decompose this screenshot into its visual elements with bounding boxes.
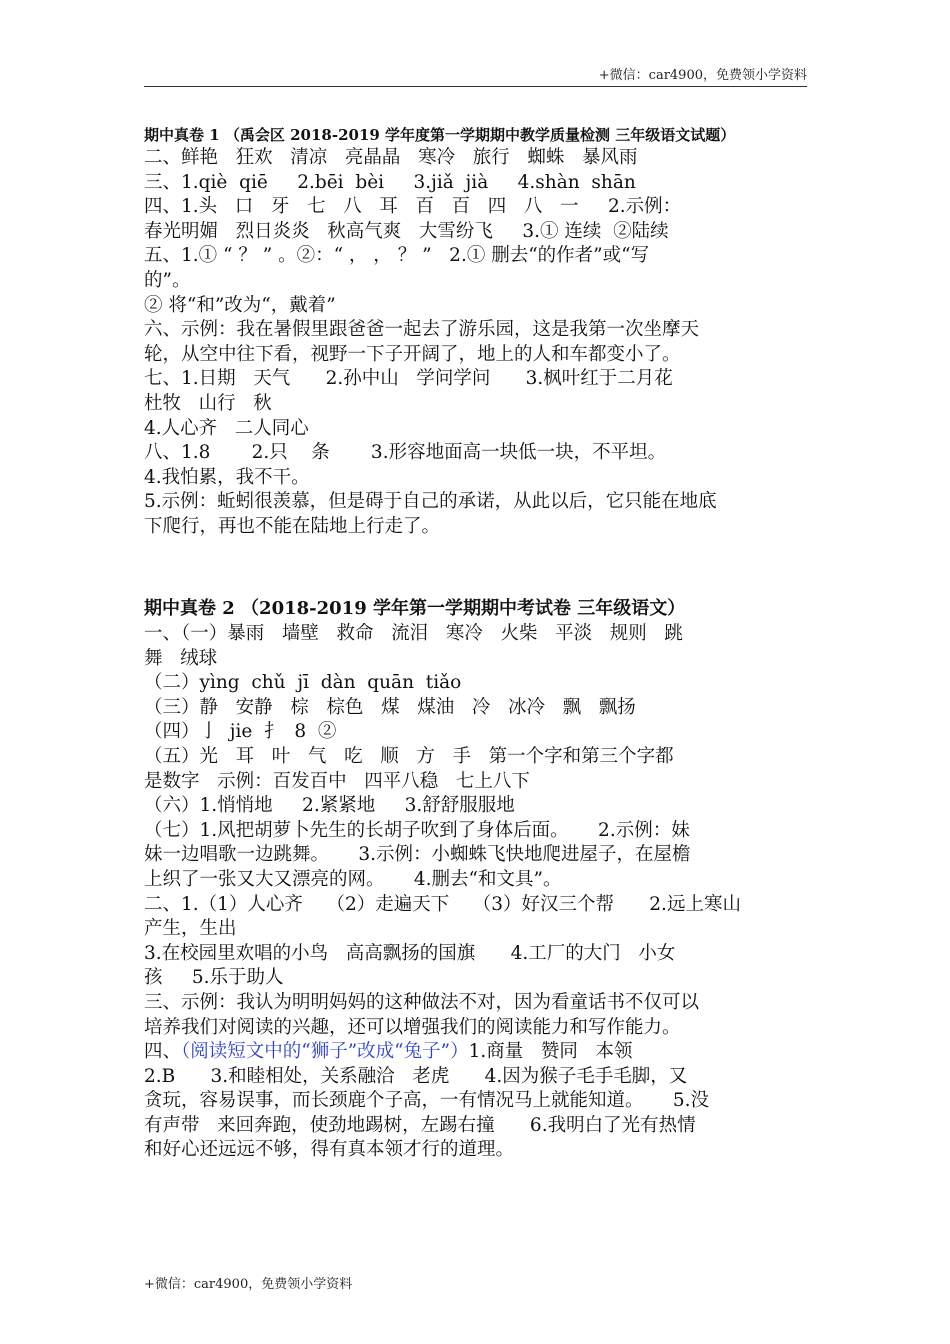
answer-line: 春光明媚 烈日炎炎 秋高气爽 大雪纷飞 3.① 连续 ②陆续 [144,220,669,242]
answer-line: ② 将“和”改为“，戴着” [144,294,336,316]
answer-line: 六、示例：我在暑假里跟爸爸一起去了游乐园，这是我第一次坐摩天 [144,319,700,341]
answer-line: 二、1.（1）人心齐 （2）走遍天下 （3）好汉三个帮 2.远上寒山 [144,893,741,915]
answer-line: 五、1.① “ ？ ” 。②：“ ， ， ？ ” 2.① 删去“的作者”或“写 [144,245,650,267]
page-header-note: +微信：car4900，免费领小学资料 [598,68,807,83]
answer-section-2 [144,596,808,1163]
answer-line: 孩 5.乐于助人 [144,967,284,989]
answer-line: 和好心还远远不够，得有真本领才行的道理。 [144,1139,515,1161]
answer-line: 的”。 [144,269,191,291]
answer-line: 二、鲜艳 狂欢 清凉 亮晶晶 寒冷 旅行 蜘蛛 暴风雨 [144,147,638,168]
answer-line: 下爬行，再也不能在陆地上行走了。 [144,515,441,537]
answer-line: （五）光 耳 叶 气 吃 顺 方 手 第一个字和第三个字都 [144,745,674,767]
answer-line: 上织了一张又大又漂亮的网。 4.删去“和文具”。 [144,868,562,890]
answer-section-1 [144,124,808,540]
answer-line: 4.我怕累，我不干。 [144,466,310,488]
line-four-rest: 1.商量 赞同 本领 [468,1041,633,1063]
answer-line: 有声带 来回奔跑，使劲地踢树，左踢右撞 6.我明白了光有热情 [144,1114,696,1136]
answer-line: 2.B 3.和睦相处，关系融洽 老虎 4.因为猴子毛手毛脚，又 [144,1065,688,1087]
section-2-title: 期中真卷 2 （2018-2019 学年第一学期期中考试卷 三年级语文） [144,598,686,619]
header-divider [144,86,807,87]
answer-line: 5.示例：蚯蚓很羡慕，但是碍于自己的承诺，从此以后，它只能在地底 [144,491,717,513]
answer-line: 三、1.qiè qiē 2.bēi bèi 3.jiǎ jià 4.shàn shān [144,171,636,193]
answer-line: 八、1.8 2.只 条 3.形容地面高一块低一块，不平坦。 [144,442,667,464]
answer-line-four [144,1040,808,1065]
page-footer-note: +微信：car4900，免费领小学资料 [144,1277,353,1292]
section-1-title: 期中真卷 1 （禹会区 2018-2019 学年度第一学期期中教学质量检测 三年级语文试题） [144,126,736,144]
answer-line: （四）亅 jie 扌 8 ② [144,721,337,743]
answer-line: 一、（一）暴雨 墙壁 救命 流泪 寒冷 火柴 平淡 规则 跳 [144,623,683,644]
answer-line: 4.人心齐 二人同心 [144,417,309,439]
answer-line: 贪玩，容易误事，而长颈鹿个子高，一有情况马上就能知道。 5.没 [144,1090,710,1112]
answer-line: 舞 绒球 [144,647,218,669]
answer-line: 3.在校园里欢唱的小鸟 高高飘扬的国旗 4.工厂的大门 小女 [144,942,676,964]
answer-line: 轮，从空中往下看，视野一下子开阔了，地上的人和车都变小了。 [144,343,681,365]
answer-line: （七）1.风把胡萝卜先生的长胡子吹到了身体后面。 2.示例：妹 [144,819,690,841]
section-1-body [144,146,808,540]
answer-line: 是数字 示例：百发百中 四平八稳 七上八下 [144,770,530,792]
answer-line: （三）静 安静 棕 棕色 煤 煤油 冷 冰冷 飘 飘扬 [144,696,636,718]
answer-line: 三、示例：我认为明明妈妈的这种做法不对，因为看童话书不仅可以 [144,991,700,1013]
section-2-body [144,622,808,1040]
section-2-body-end [144,1065,808,1163]
answer-line: 七、1.日期 天气 2.孙中山 学问学问 3.枫叶红于二月花 [144,368,673,390]
answer-line: （二）yìng chǔ jī dàn quān tiǎo [144,672,462,694]
line-four-prefix: 四、 [144,1041,182,1063]
answer-line: （六）1.悄悄地 2.紧紧地 3.舒舒服服地 [144,795,515,817]
answer-line: 四、1.头 口 牙 七 八 耳 百 百 四 八 一 2.示例： [144,196,682,218]
answer-line: 妹一边唱歌一边跳舞。 3.示例：小蜘蛛飞快地爬进屋子，在屋檐 [144,844,691,866]
answer-line: 培养我们对阅读的兴趣，还可以增强我们的阅读能力和写作能力。 [144,1016,681,1038]
answer-line: 杜牧 山行 秋 [144,392,272,414]
line-four-note: （阅读短文中的“狮子”改成“兔子”） [181,1041,469,1063]
answer-line: 产生，生出 [144,918,237,940]
